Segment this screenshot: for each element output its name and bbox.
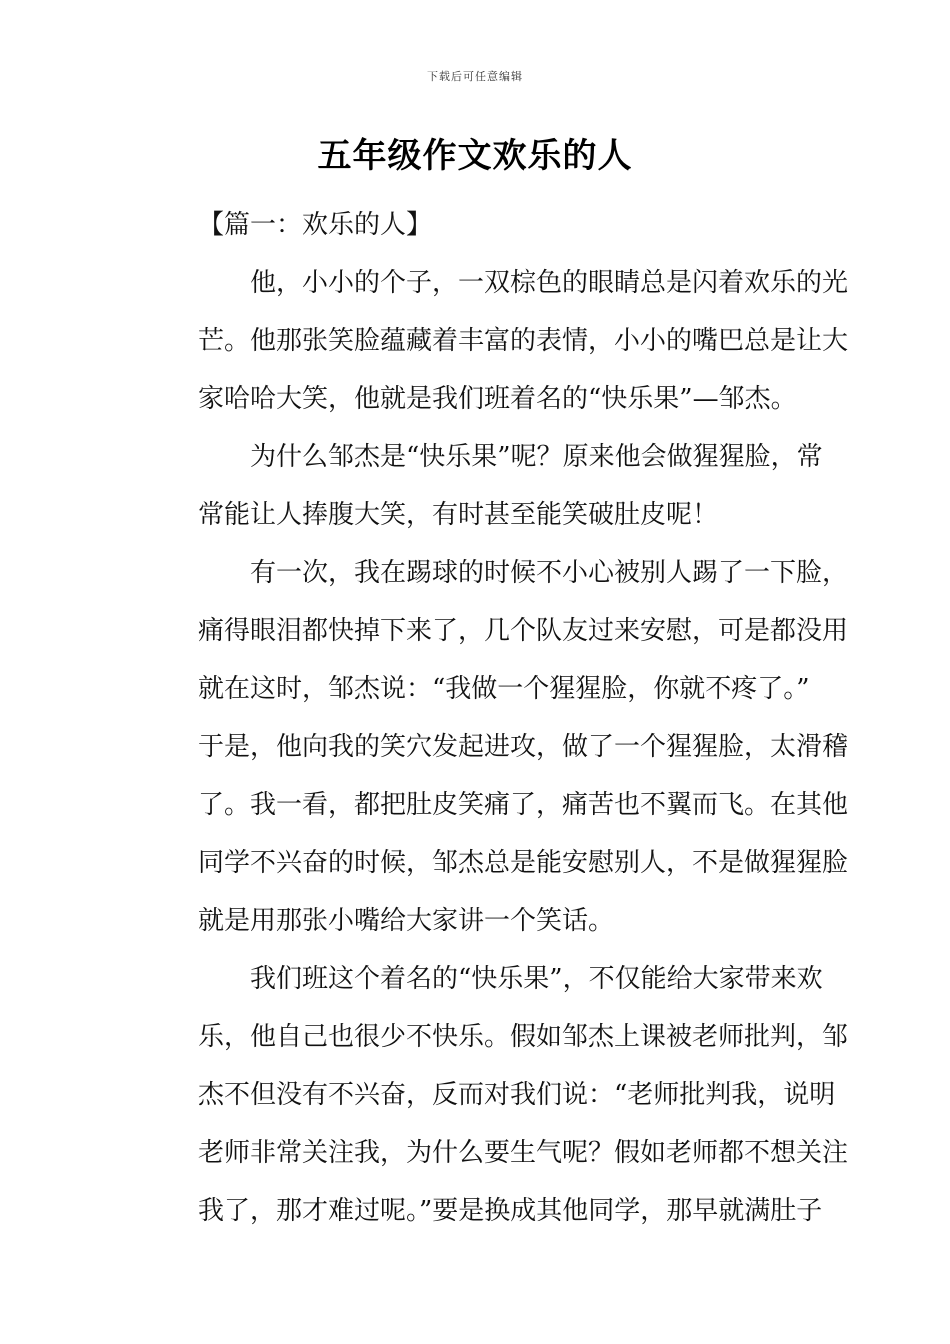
paragraph-line: 杰不但没有不兴奋，反而对我们说：“老师批判我，说明 [198, 1080, 836, 1110]
paragraph-3 [146, 544, 849, 950]
paragraph-1 [146, 254, 849, 428]
paragraph-line: 他，小小的个子，一双棕色的眼睛总是闪着欢乐的光 [250, 268, 849, 298]
paragraph-line: 常能让人捧腹大笑，有时甚至能笑破肚皮呢！ [198, 500, 719, 530]
document-title: 五年级作文欢乐的人 [317, 136, 633, 176]
paragraph-line: 芒。他那张笑脸蕴藏着丰富的表情，小小的嘴巴总是让大 [198, 326, 849, 356]
paragraph-line: 就在这时，邹杰说：“我做一个猩猩脸，你就不疼了。” [198, 674, 810, 704]
paragraph-2 [146, 428, 823, 544]
paragraph-4 [146, 950, 849, 1240]
paragraph-line: 了。我一看，都把肚皮笑痛了，痛苦也不翼而飞。在其他 [198, 790, 849, 820]
section-heading: 【篇一：欢乐的人】 [198, 210, 433, 240]
paragraph-line: 我们班这个着名的“快乐果”，不仅能给大家带来欢 [250, 964, 823, 994]
paragraph-line: 同学不兴奋的时候，邹杰总是能安慰别人，不是做猩猩脸 [198, 848, 849, 878]
paragraph-line: 有一次，我在踢球的时候不小心被别人踢了一下脸， [250, 558, 849, 588]
paragraph-line: 为什么邹杰是“快乐果”呢？原来他会做猩猩脸，常 [250, 442, 823, 472]
paragraph-line: 老师非常关注我，为什么要生气呢？假如老师都不想关注 [198, 1138, 849, 1168]
paragraph-line: 我了，那才难过呢。”要是换成其他同学，那早就满肚子 [198, 1196, 823, 1226]
paragraph-line: 乐，他自己也很少不快乐。假如邹杰上课被老师批判，邹 [198, 1022, 849, 1052]
paragraph-line: 就是用那张小嘴给大家讲一个笑话。 [198, 906, 615, 936]
paragraph-line: 于是，他向我的笑穴发起进攻，做了一个猩猩脸，太滑稽 [198, 732, 849, 762]
paragraph-line: 痛得眼泪都快掉下来了，几个队友过来安慰，可是都没用 [198, 616, 849, 646]
header-note: 下载后可任意编辑 [427, 70, 523, 83]
paragraph-line: 家哈哈大笑，他就是我们班着名的“快乐果”—邹杰。 [198, 384, 797, 414]
document-body [146, 196, 849, 1240]
